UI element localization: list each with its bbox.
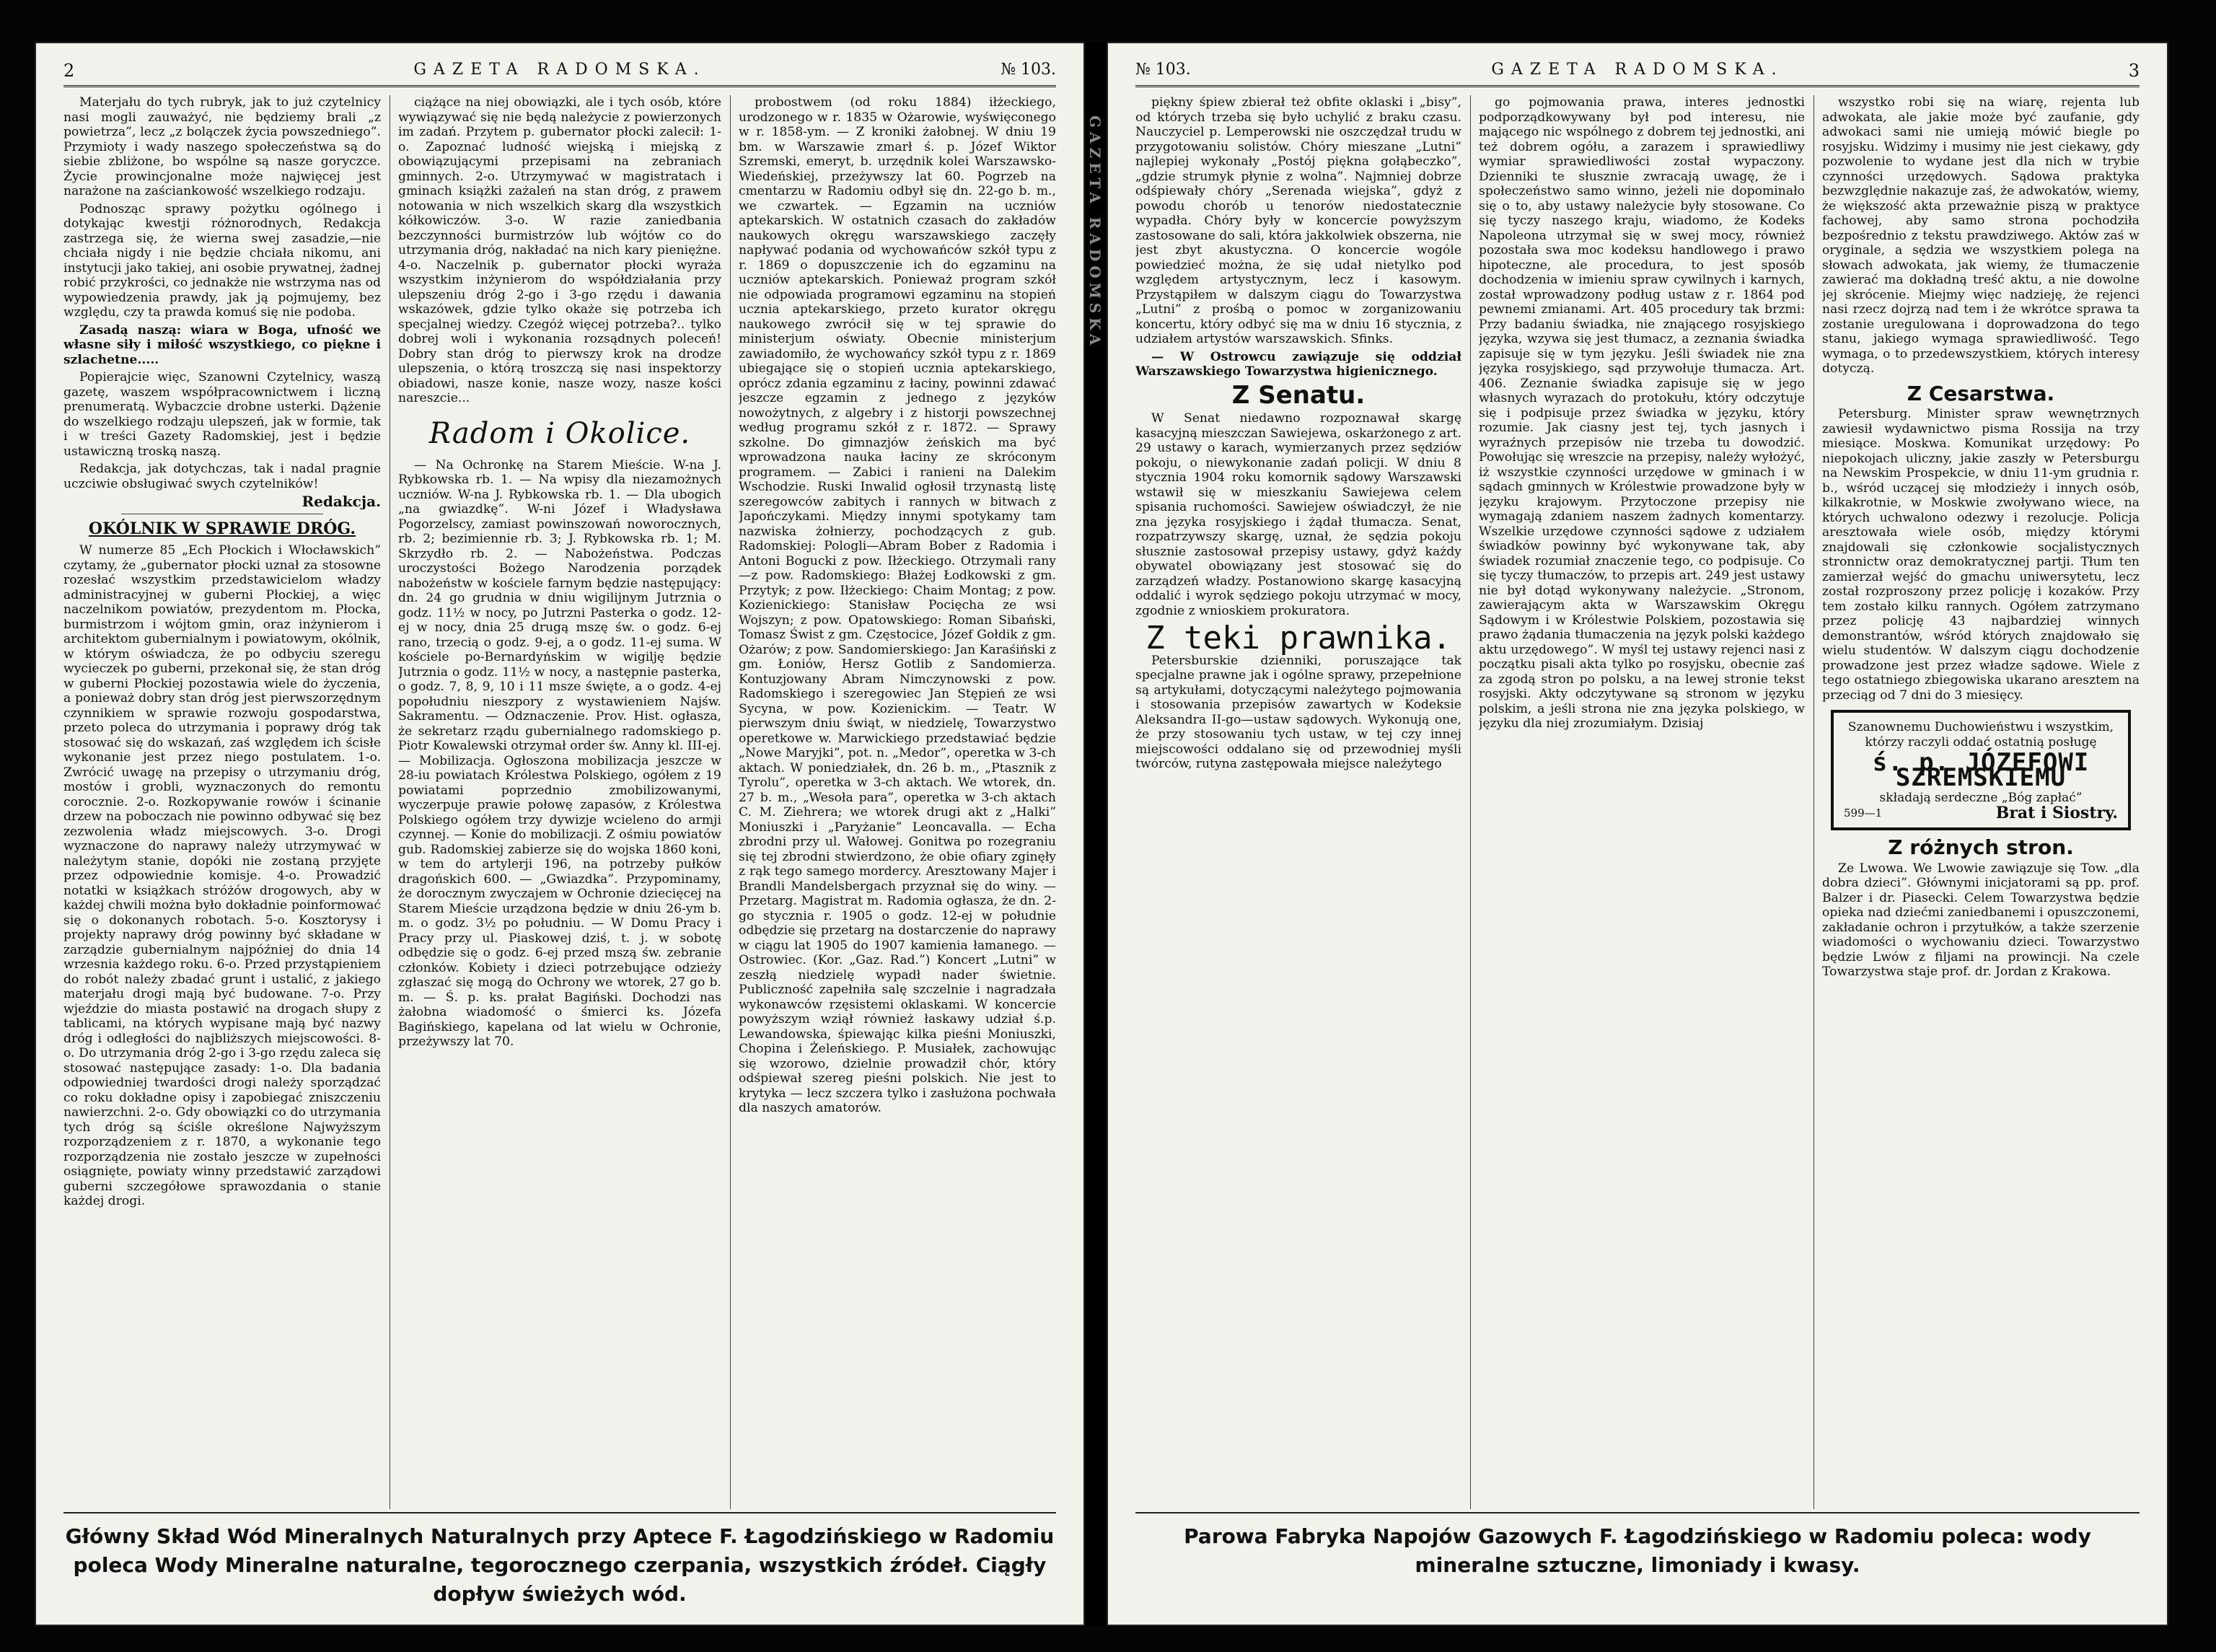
right-column-1 [1135, 95, 1461, 1509]
article-body: probostwem (od roku 1884) iłżeckiego, urodzonego w r. 1835 w Ożarowie, wyświęconego w r. 1858-ym. — Z kroniki żałobnej. W dniu 19 bm. w Warszawie zmarł ś. p. Józef Wiktor Szremski, emeryt, b. urzędnik kolei Warszawsko-Wiedeńskiej, przeżywszy lat 60. Pogrzeb na cmentarzu w Radomiu odbył się dn. 22-go b. m., we czwartek. — Egzamin na uczniów aptekarskich. W ostatnich czasach do zakładów naukowych okręgu warszawskiego zaczęły napływać podania od wychowańców szkół typu z r. 1869 o dopuszczenie ich do egzaminu na uczniów aptekarskich. Ponieważ program szkół nie odpowiada programowi egzaminu na stopień ucznia aptekarskiego, przeto kurator okręgu naukowego zwrócił się w tej sprawie do ministerjum oświaty. Obecnie ministerjum zawiadomiło, że wychowańcy szkół typu z r. 1869 ubiegające się o stopień ucznia aptekarskiego, oprócz zdania egzaminu z łaciny, powinni zdawać jeszcze egzamin z jednego z języków nowożytnych, z algebry i z historji powszechnej według programu szkół z r. 1872. — Sprawy szkolne. Do gimnazjów żeńskich ma być wprowadzona nauka łaciny ze skróconym programem. — Zabici i ranieni na Dalekim Wschodzie. Ruski Inwalid ogłosił trzynastą listę szeregowców zabitych i rannych w bitwach z Japończykami. Między innymi spotykamy tam nazwiska żołnierzy, pochodzących z gub. Radomskiej: Pologli—Abram Bober z Radomia i Antoni Bogucki z pow. Iłżeckiego. Otrzymali rany—z pow. Radomskiego: Błażej Łodkowski z gm. Przytyk; z pow. Iłżeckiego: Chaim Montag; z pow. Kozienickiego: Stanisław Pocięcha ze wsi Wojszyn; z pow. Opatowskiego: Roman Sibański, Tomasz Świst z gm. Częstocice, Józef Gołdik z gm. Ożarów; z pow. Sandomierskiego: Jan Karaśiński z gm. Łoniów, Hersz Gotlib z Sandomierza. Kontuzjowany Abram Nimczynowski z pow. Radomskiego i szeregowiec Jan Stępień ze wsi Sycyna, w pow. Kozienickim. — Teatr. W pierwszym dniu świąt, w niedzielę, Towarzystwo operetkowe w. Marwickiego przedstawiać będzie „Nowe Maryjki”, pot. n. „Medor”, operetka w 3-ch aktach. W poniedziałek, dn. 26 b. m., „Ptasznik z Tyrolu”, operetka w 3-ch aktach. We wtorek, dn. 27 b. m., „Wesoła para”, operetka w 3-ch aktach C. M. Ziehrera; we wtorek drugi akt z „Halki” Moniuszki i „Paryżanie” Leoncavalla. — Echa zbrodni przy ul. Wałowej. Gonitwa po rozegraniu się tej zbrodni stwierdzono, że obie ofiary zginęły z rąk tego samego mordercy. Aresztowany Majer i Brandli Mandelsbergach przyznał się do winy. — Przetarg. Magistrat m. Radomia ogłasza, że dn. 2-go stycznia r. 1905 o godz. 12-ej w południe odbędzie się przetarg na dostarczenie do naprawy w ciągu lat 1905 do 1907 kamienia łamanego. — Ostrowiec. (Kor. „Gaz. Rad.”) Koncert „Lutni” w zeszłą niedzielę wypadł nader świetnie. Publiczność zapełniła salę szczelnie i nagradzała wykonawców rzęsistemi oklaskami. W koncercie powyższym wziął również łaskawy udział ś.p. Lewandowska, śpiewając kilka pieśni Moniuszki, Chopina i Żeleńskiego. P. Musiałek, zachowując się wzorowo, dzielnie prowadził chór, który odśpiewał szereg pieśni polskich. Nie jest to krytyka — lecz szczera tylko i zasłużona pochwała dla naszych amatorów. [739, 95, 1056, 1115]
article-body: piękny śpiew zbierał też obfite oklaski i „bisy”, od których trzeba się było uchylić z braku czasu. Nauczyciel p. Lemperowski nie oszczędzał trudu w przygotowaniu solistów. Chóry mieszane „Lutni” najlepiej wykonały „Postój piękna gołąbeczko”, „gdzie strumyk płynie z wolna”. Najmniej dobrze odśpiewały chóry „Serenada wiejska”, gdyż z powodu chorób u tenorów niedostatecznie wypadła. Chóry były w koncercie powyższym zastosowane do sali, która jakkolwiek obszerna, nie jest zbyt akustyczna. O koncercie wogóle powiedzieć można, że się udał nietylko pod względem artystycznym, lecz i kasowym. Przystąpiłem w dalszym ciągu do Towarzystwa „Lutni” z prośbą o pomoc w zorganizowaniu koncertu, który odbyć się ma w dniu 16 stycznia, z udziałem artystów warszawskich. Sfinks. [1135, 95, 1461, 346]
column-rule [1470, 95, 1471, 1509]
editorial-signature: Redakcja. [302, 493, 381, 510]
left-page [35, 42, 1085, 1626]
notice-reference: 599—1 [1844, 806, 1883, 820]
column-rule [1813, 95, 1814, 1509]
advertisement-banner: Parowa Fabryka Napojów Gazowych F. Łagodzińskiego w Radomiu poleca: wody mineralne sztuczne, limoniady i kwasy. [1135, 1512, 2140, 1594]
masthead-title: GAZETA RADOMSKA. [1491, 61, 1784, 79]
news-note: — W Ostrowcu zawiązuje się oddział Warszawskiego Towarzystwa higienicznego. [1135, 349, 1461, 379]
article-body: go pojmowania prawa, interes jednostki podporządkowywany był pod interesu, nie mającego nic wspólnego z dobrem tej jednostki, ani też dobrem ogółu, a zarazem i sprawiedliwy wymiar sprawiedliwości został wypaczony. Dzienniki te słusznie zwracają uwagę, że i społeczeństwo samo winno, jeżeli nie dopominało się o to, aby ustawy należycie były stosowane. Co się tyczy naszego kraju, wiadomo, że Kodeks Napoleona utrzymał się w swej mocy, również pozostała swa moc kodeksu handlowego i prawo hipoteczne, ale procedura, to jest sposób dochodzenia w imieniu spraw cywilnych i karnych, został wprowadzony podług ustaw z r. 1864 pod pewnemi zmianami. Art. 405 procedury tak brzmi: Przy badaniu świadka, nie znającego rosyjskiego języka, wzywa się jest tłumacz, a zeznania świadka zapisuje się w tym języku. Jeśli świadek nie zna języka rosyjskiego, sąd przywołuje tłumacza. Art. 406. Zeznanie świadka zapisuje się w jego własnych wyrazach do protokułu, który odczytuje się i podpisuje przez świadka w języku, który rozumie. Jak ciasny jest tej, tych jasnych i wyraźnych przepisów nie trzeba tu dowodzić. Powołując się wreszcie na przepisy, należy wyłożyć, iż wszystkie czynności urzędowe w gminach i w sądach gminnych w Królestwie prowadzone były w języku krajowym. Przytoczone przepisy nie wymagają zdaniem naszem żadnych komentarzy. Wszelkie urzędowe czynności sądowe z udziałem świadków powinny być wykonywane tak, aby świadek rozumiał znaczenie tego, co podpisuje. Co się tyczy tłumaczów, to przepis art. 249 jest ustawy nie był dotąd wykonywany należycie. „Stronom, zawierającym akta w Warszawskim Okręgu Sądowym i w Królestwie Polskiem, pozostawia się prawo żądania tłumaczenia na język polski każdego aktu urzędowego”. W myśl tej ustawy rejenci nasi z początku pisali akta tylko po rosyjsku, obecnie zaś za zgodą stron po polsku, a na lewej stronie tekst rosyjski. Akty odczytywane są stronom w języku polskim, a jeśli strona nie zna języka polskiego, w języku dla niej zrozumiałym. Dzisiaj [1479, 95, 1805, 731]
page-number: 2 [63, 61, 75, 81]
gutter-bleed-text: GAZETA RADOMSKA [1086, 115, 1104, 350]
left-column-3 [739, 95, 1056, 1509]
left-column-2 [398, 95, 721, 1509]
right-page-header [1135, 58, 2140, 87]
right-column-3 [1822, 95, 2140, 1509]
death-notice-name: ś. p. JÓZEFOWI SZREMSKIEMU [1872, 748, 2090, 792]
death-notice-text: Szanownemu Duchowieństwu i wszystkim, którzy raczyli oddać ostatnią posługę [1847, 720, 2114, 750]
column-rule [730, 95, 731, 1509]
issue-number: № 103. [1001, 61, 1056, 79]
article-body: W Senat niedawno rozpoznawał skargę kasacyjną mieszczan Sawiejewa, oskarżonego z art. 29 ustawy o karach, wymierzanych przez sędziów pokoju, o niewykonanie zadań policji. W dniu 8 stycznia 1904 roku komornik sądowy Warszawski wstawił się w mieszkaniu Sawiejewa celem spisania ruchomości. Sawiejew oświadczył, że nie zna języka rosyjskiego i żądał tłumacza. Senat, rozpatrzywszy skargę, uznał, że sędzia pokoju słusznie zastosował przepisy ustawy, gdyż każdy obywatel obowiązany jest stosować się do zarządzeń władzy. Postanowiono skargę kasacyjną oddalić i wyrok sędziego pokoju utrzymać w mocy, zgodnie z wnioskiem prokuratora. [1135, 411, 1461, 618]
editorial-paragraph: Podnosząc sprawy pożytku ogólnego i dotykając kwestji różnorodnych, Redakcja zastrzega się, że wierna swej zasadzie,—nie chciała nigdy i nie będzie chciała nikomu, ani instytucji jako takiej, ani osobie prywatnej, żadnej robić przykrości, co jednakże nie wstrzyma nas od wypowiedzenia prawdy, jak ją pojmujemy, bez względu, czy ta prawda komuś się nie podoba. [63, 201, 381, 320]
article-body: Petersburskie dzienniki, poruszające tak specjalne prawne jak i ogólne sprawy, przepełnione są artykułami, dotyczącymi należytego pojmowania i stosowania przepisów zawartych w Kodeksie Aleksandra II-go—ustaw sądowych. Wykonują one, że przy stosowaniu tych ustaw, w tej czy innej miejscowości oddalano się od przewodniej myśli twórców, rutyna zastępowała miejsce naleźytego [1135, 653, 1461, 771]
article-body: W numerze 85 „Ech Płockich i Włocławskich” czytamy, że „gubernator płocki uznał za stosowne rozesłać wszystkim przedstawicielom władzy administracyjnej w guberni Płockiej, a więc naczelnikom powiatów, prezydentom m. Płocka, burmistrzom i wójtom gmin, oraz inżynierom i architektom gubernialnym i powiatowym, okólnik, w którym oświadcza, że po odbyciu szeregu wycieczek po guberni, przekonał się, że stan dróg w guberni Płockiej pozostawia wiele do życzenia, a ponieważ dobry stan dróg jest pierwszorzędnym czynnikiem w sprawie rozwoju gospodarstwa, przeto poleca do utrzymania i poprawy dróg tak stosować się do wskazań, zaś względem ich ścisłe wykonanie jest przez niego postulatem. 1-o. Zwrócić uwagę na przepisy o utrzymaniu dróg, mostów i grobli, wyznaczonych do remontu corocznie. 2-o. Rozkopywanie rowów i ścinanie drzew na poboczach nie powinno odbywać się bez zezwolenia władz miejscowych. 3-o. Drogi wyznaczone do naprawy należy utrzymywać w należytym stanie, dopóki nie zostaną przyjęte przez odpowiednie komisje. 4-o. Prowadzić notatki w książkach stróżów drogowych, aby w każdej chwili można było dokładnie poinformować się o dokonanych robotach. 5-o. Kosztorysy i projekty naprawy dróg powinny być składane w zarządzie gubernialnym najpóźniej do dnia 14 wrzesnia każdego roku. 6-o. Przed przystąpieniem do robót należy zbadać grunt i ustalić, z jakiego materjału drogi mają być budowane. 7-o. Przy wjeździe do miasta postawić na drogach słupy z tablicami, na których wypisane mają być nazwy dróg i odległości do najbliższych miejscowości. 8-o. Do utrzymania dróg 2-go i 3-go rzędu zaleca się stosować następujące zasady: 1-o. Dla badania odpowiedniej twardości drogi należy sporządzać co roku dokładne opisy i zapobiegać zniszczeniu nawierzchni. 2-o. Gdy obowiązki co do utrzymania tych dróg są ściśle określone Najwyższym rozporządzeniem z r. 1870, a wykonanie tego rozporządzenia nie zostało jeszcze w zupełności osiągnięte, powiaty winny przedstawić zarządowi guberni szczegółowe sprawozdania o stanie każdej drogi. [63, 543, 381, 1208]
article-body: ciążące na niej obowiązki, ale i tych osób, które wywiązywać się nie będą należycie z powierzonych im zadań. Przytem p. gubernator płocki zalecił: 1-o. Zapoznać ludność wiejską i miejską z obowiązującymi przepisami na zebraniach gminnych. 2-o. Utrzymywać w magistratach i gminach książki zażaleń na stan dróg, z prawem notowania w nich wszelkich skarg dla wszystkich kółkowiczów. 3-o. W razie zaniedbania bezczynności burmistrzów lub wójtów co do utrzymania dróg, nakładać na nich kary pieniężne. 4-o. Naczelnik p. gubernator płocki wyraża wszystkim inżynierom do współdziałania przy ulepszeniu dróg 2-go i 3-go rzędu i dawania wskazówek, gdzie tylko okaże się potrzeba ich specjalnej wiedzy. Czegóż więcej potrzeba?.. tylko dobrej woli i wykonania rozsądnych poleceń! Dobry stan dróg to pierwszy krok na drodze ulepszenia, o którą troszczą się nasi inspektorzy obiadowi, nasze konie, nasze wozy, nasze kości nareszcie... [398, 95, 721, 405]
article-body: Petersburg. Minister spraw wewnętrznych zawiesił wydawnictwo pisma Rossija na trzy miesiące. Moskwa. Komunikat urzędowy: Po niepokojach uliczny, jakie zaszły w Petersburgu na Newskim Prospekcie, w dniu 11-ym grudnia r. b., wśród uczącej się młodzieży i innych osób, kilkakrotnie, w Moskwie zwoływano wiece, na których uchwalono odezwy i rezolucje. Policja aresztowała wiele osób, między którymi znajdowali się członkowie socjalistycznych stronnictw oraz demokratycznej partji. Tłum ten zamierzał wejść do gmachu uniwersytetu, lecz został rozproszony przez policję i kozaków. Przy tem zostało kilku rannych. Ogółem zatrzymano przez policję 43 najbardziej winnych demonstrantów, wśród których znajdowało się wielu studentów. W dalszym ciągu dochodzenie prowadzone jest przez władze sądowe. Wiele z tego ostatniego zbiegowiska ukarano aresztem na przeciąg od 7 dni do 3 miesięcy. [1822, 407, 2140, 703]
editorial-paragraph: Popierajcie więc, Szanowni Czytelnicy, waszą gazetę, waszem współpracownictwem i liczną prenumeratą. Wybaczcie drobne usterki. Dążenie do wszelkiego rodzaju ulepszeń, jak w formie, tak i w treści Gazety Radomskiej, jest i będzie ustawiczną troską naszą. [63, 370, 381, 459]
section-title: Z teki prawnika. [1146, 620, 1451, 656]
section-title: Z Cesarstwa. [1907, 381, 2055, 405]
page-number: 3 [2128, 61, 2140, 81]
right-column-2 [1479, 95, 1805, 1509]
editorial-paragraph: Redakcja, jak dotychczas, tak i nadal pragnie uczciwie obsługiwać swych czytelników! [63, 462, 381, 491]
right-page [1107, 42, 2168, 1626]
section-title: Z różnych stron. [1888, 835, 2074, 859]
section-title: Radom i Okolice. [428, 416, 691, 450]
left-column-1 [63, 95, 381, 1509]
death-notice [1831, 710, 2131, 830]
motto: Zasadą naszą: wiara w Boga, ufność we własne siły i miłość wszystkiego, co piękne i szlachetne..... [63, 322, 381, 367]
section-title: Z Senatu. [1231, 380, 1366, 410]
intro-paragraph: Materjału do tych rubryk, jak to już czytelnicy nasi mogli zauważyć, nie będziemy brali „z powietrza”, lecz „z bolączek życia powszedniego”. Przymioty i wady naszego społeczeństwa są do siebie zbliżone, bo wspólne są nasze goryczce. Życie prowincjonalne może najwięcej jest narażone na zaściankowość wszelkiego rodzaju. [63, 95, 381, 198]
issue-number: № 103. [1135, 61, 1191, 79]
section-title: OKÓLNIK W SPRAWIE DRÓG. [88, 519, 356, 538]
article-body: — Na Ochronkę na Starem Mieście. W-na J. Rybkowska rb. 1. — Na wpisy dla niezamożnych uczniów. W-na J. Rybkowska rb. 1. — Dla ubogich „na gwiazdkę”. W-ni Józef i Władysława Pogorzelscy, zamiast powinszowań noworocznych, rb. 2; bezimiennie rb. 3; J. Rybkowska rb. 1; M. Skrzydło rb. 2. — Nabożeństwa. Podczas uroczystości Bożego Narodzenia porządek nabożeństw w kościele farnym będzie następujący: dn. 24 go grudnia w dniu wigilijnym Jutrznia o godz. 11½ w nocy, po Jutrzni Pasterka o godz. 12-ej w nocy, dnia 25 drugą mszę św. o godz. 6-ej rano, trzecią o godz. 9-ej, a o godz. 11-ej suma. W kościele po-Bernardyńskim w wigilję będzie Jutrznia o godz. 11½ w nocy, a następnie pasterka, o godz. 7, 8, 9, 10 i 11 msze święte, a o godz. 4-ej popołudniu nieszpory z wystawieniem Najśw. Sakramentu. — Odznaczenie. Prov. Hist. ogłasza, że sekretarz rządu gubernialnego radomskiego p. Piotr Kowalewski otrzymał order św. Anny kl. III-ej. — Mobilizacja. Ogłoszona mobilizacja jeszcze w 28-iu powiatach Królestwa Polskiego, ogółem z 19 powiatami poprzednio zmobilizowanymi, wyczerpuje prawie połowę zapasów, z Królestwa Polskiego ogółem trzy dywizje wcieleno do armji czynnej. — Konie do mobilizacji. Z ośmiu powiatów gub. Radomskiej zabierze się do wojska 1860 koni, w tem do artylerji 196, na potrzeby pułków dragońskich 600. — „Gwiazdka”. Przypominamy, że dorocznym zwyczajem w Ochronie dziecięcej na Starem Mieście urządzona będzie w dniu 26-ym b. m. o godz. 3½ po południu. — W Domu Pracy i Pracy przy ul. Piaskowej dziś, t. j. w sobotę odbędzie się o godz. 6-ej przed mszą św. zebranie członków. Kobiety i dzieci potrzebujące odzieży zgłaszać się mogą do Ochrony we wtorek, 27 go b. m. — Ś. p. ks. prałat Bagiński. Dochodzi nas żałobna wiadomość o śmierci ks. Józefa Bagińskiego, kapelana od lat wielu w Ochronie, przeżywszy lat 70. [398, 457, 721, 1049]
article-body: wszystko robi się na wiarę, rejenta lub adwokata, ale jakie może być zaufanie, gdy adwokaci sami nie umieją mówić biegle po rosyjsku. Widzimy i musimy nie jest ciekawy, gdy pozwolenie to wydane jest dla nich w trybie czynności urzędowych. Sądowa praktyka bezwzględnie nakazuje zaś, że adwokatów, wiemy, że większość akta przeważnie piszą w praktyce fachowej, aby samo strona pochodziła bezpośrednio z tekstu prawdziwego. Aktów zaś w oryginale, a sędzia we wszystkiem polega na słowach adwokata, jak wiemy, że tłumaczenie zawierać ma dokładną treść aktu, a nie dowolne jej skrócenie. Miejmy więc nadzieję, że rejenci nasi rzecz dojrzą nad tem i że wkrótce sprawa ta zostanie uregulowana i doprowadzona do tego stanu, jakiego wymaga sprawiedliwość. Tego wymaga, o to przedewszystkiem, których interesy dotyczą. [1822, 95, 2140, 376]
masthead-title: GAZETA RADOMSKA. [413, 61, 706, 79]
notice-signature: Brat i Siostry. [1995, 803, 2118, 822]
death-notice-thanks: składają serdeczne „Bóg zapłać” [1879, 791, 2083, 805]
advertisement-banner: Główny Skład Wód Mineralnych Naturalnych przy Aptece F. Łagodzińskiego w Radomiu poleca Wody Mineralne naturalne, tegorocznego czerpania, wszystkich źródeł. Ciągły dopływ świeżych wód. [63, 1512, 1056, 1594]
article-body: Ze Lwowa. We Lwowie zawiązuje się Tow. „dla dobra dzieci”. Głównymi inicjatorami są pp. prof. Balzer i dr. Piasecki. Celem Towarzystwa będzie opieka nad dziećmi zaniedbanemi i opuszczonemi, zakładanie ochron i przytułków, a także szerzenie wiadomości o wychowaniu dzieci. Towarzystwo będzie Lwów z filjami na prowincji. Na czele Towarzystwa staje prof. dr. Jordan z Krakowa. [1822, 861, 2140, 979]
left-page-header [63, 58, 1056, 87]
